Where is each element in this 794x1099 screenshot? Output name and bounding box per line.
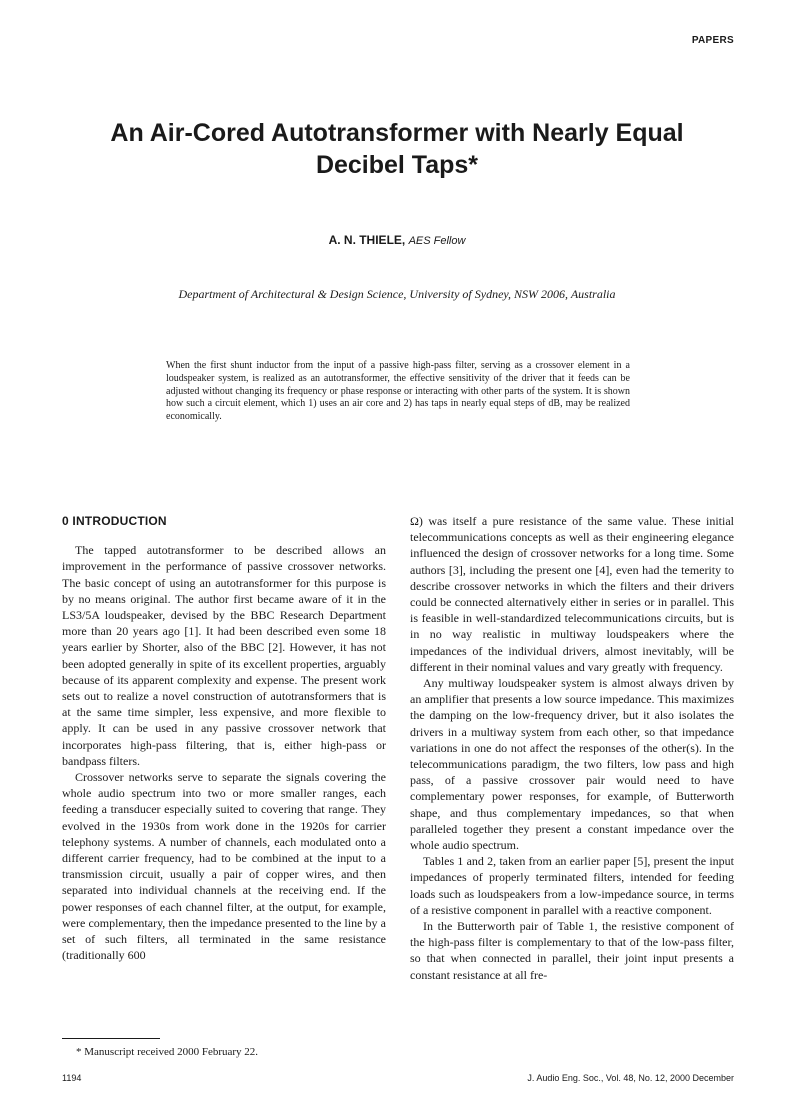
- title-line-2: Decibel Taps*: [315, 151, 479, 179]
- footnote: * Manuscript received 2000 February 22.: [76, 1046, 259, 1058]
- paragraph: Crossover networks serve to separate the signals covering the whole audio spectrum into two or more smaller ranges, each feeding a transducer especially suited to covering that range. They evolved in the 1930s from work done in the 1920s for carrier telephony systems. A number of channels, each modulated onto a different carrier frequency, had to be combined at the input to a transmission circuit, usually a pair of copper wires, and then separated into individual channels at the receiving end. If the power responses of each channel filter, at the output, for example, were complementary, then the impedance presented to the line by a set of such filters, all terminated in the same resistance (traditionally 600: [62, 770, 386, 963]
- right-column: [410, 513, 734, 983]
- abstract: When the first shunt inductor from the input of a passive high-pass filter, serving as a crossover element in a loudspeaker system, is realized as an autotransformer, the effective sensitivity of the driver that it feeds can be adjusted without changing its frequency or phase response or interacting with other parts of the system. It is shown how such a circuit element, which 1) uses an air core and 2) has taps in nearly equal steps of dB, may be realized economically.: [166, 360, 630, 423]
- left-column: [62, 513, 386, 963]
- author-name: A. N. THIELE,: [328, 233, 406, 247]
- paper-title: [60, 117, 734, 181]
- paragraph: Any multiway loudspeaker system is almost always driven by an amplifier that presents a low source impedance. This maximizes the damping on the low-frequency driver, but it also isolates the drivers in a multiway system from each other, so that impedance variations in one do not affect the responses of the other(s). In the telecommunications paradigm, the two filters, low pass and high pass, of a passive crossover pair would need to have complementary power responses, for example, of Butterworth shape, and thus complementary impedances, so that when paralleled together they present a constant impedance over the whole audio spectrum.: [410, 676, 734, 853]
- author-line: [0, 233, 794, 247]
- page-number: 1194: [62, 1073, 82, 1083]
- author-affiliation: Department of Architectural & Design Science, University of Sydney, NSW 2006, Australia: [178, 287, 616, 301]
- paragraph: The tapped autotransformer to be described allows an improvement in the performance of passive crossover networks. The basic concept of using an autotransformer for this purpose is by no means original. The author first became aware of it in the LS3/5A loudspeaker, devised by the BBC Research Department more than 20 years ago [1]. It had been described even some 18 years earlier by Shorter, also of the BBC [2]. However, it has not been adopted generally in spite of its excellent properties, arguably because of its apparent complexity and expense. The present work sets out to realize a novel construction of autotransformers that is at the same time simpler, less expensive, and more flexible to apply. It can be used in any passive crossover network that incorporates high-pass filtering, that is, either high-pass or bandpass filters.: [62, 543, 386, 768]
- paragraph: Tables 1 and 2, taken from an earlier paper [5], present the input impedances of properly terminated filters, intended for feeding loads such as loudspeakers from a low-impedance source, in terms of a resistive component in parallel with a reactive component.: [410, 854, 734, 917]
- paragraph: In the Butterworth pair of Table 1, the resistive component of the high-pass filter is complementary to that of the low-pass filter, so that when connected in parallel, their joint input presents a constant resistance at all fre-: [410, 919, 734, 982]
- author-role: AES Fellow: [408, 235, 466, 247]
- footnote-divider: [62, 1038, 160, 1039]
- title-line-1: An Air-Cored Autotransformer with Nearly Equal: [110, 119, 684, 147]
- section-heading: 0 INTRODUCTION: [62, 514, 167, 528]
- paragraph: Ω) was itself a pure resistance of the same value. These initial telecommunications concepts as well as their engineering elegance influenced the design of crossover networks for a long time. Some authors [3], including the present one [4], even had the temerity to describe crossover networks in which the filters and their drivers could be connected alternatively either in series or in parallel. This is feasible in well-standardized telecommunications circuits, but is in no way realistic in multiway loudspeakers where the impedances of the individual drivers, almost inevitably, will be different in their nominal values and vary greatly with frequency.: [410, 514, 734, 674]
- running-header: PAPERS: [691, 35, 734, 46]
- journal-citation: J. Audio Eng. Soc., Vol. 48, No. 12, 2000 December: [527, 1073, 734, 1083]
